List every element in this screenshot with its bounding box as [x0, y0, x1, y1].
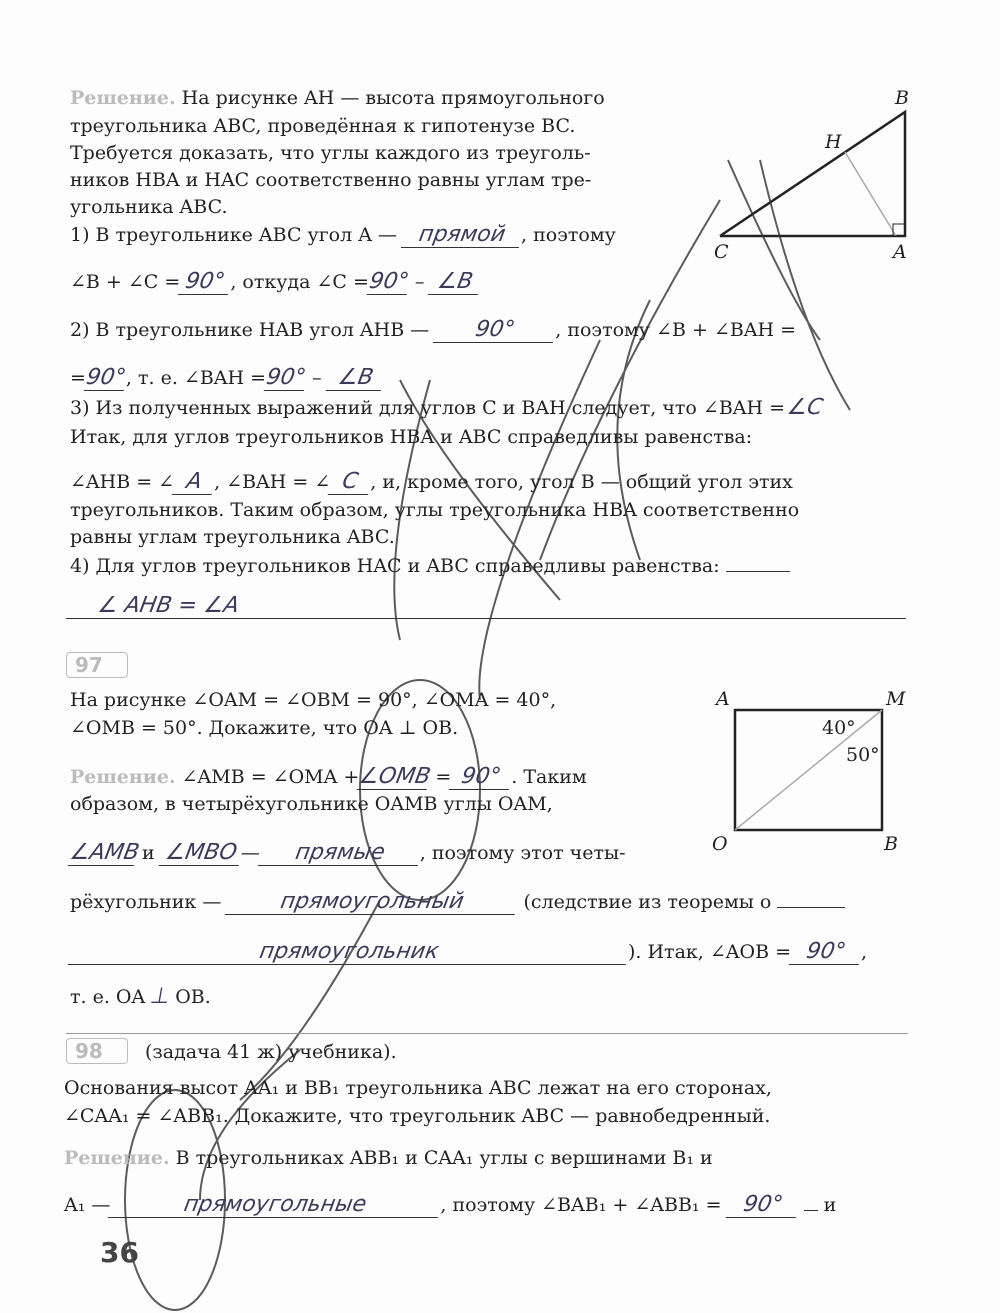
text: ∠AMB = ∠OMA +: [175, 766, 360, 788]
answer-field[interactable]: C: [328, 470, 372, 495]
text: OB.: [175, 986, 211, 1008]
text: ∠AHB = ∠: [70, 471, 175, 493]
text: 2) В треугольнике HAB угол AHB —: [70, 319, 430, 341]
text: , поэтому ∠BAB₁ + ∠ABB₁ =: [440, 1194, 722, 1216]
text: , поэтому ∠B + ∠BAH =: [555, 319, 797, 341]
text: ∠B + ∠C =: [70, 271, 181, 293]
vertex-label-b: B: [884, 833, 898, 855]
vertex-label-o: O: [712, 833, 728, 855]
solution-label: Решение.: [70, 766, 176, 788]
text: ∠OMB = 50°. Докажите, что OA ⊥ OB.: [70, 717, 459, 739]
text: т. е. OA: [70, 986, 146, 1008]
text: и: [823, 1194, 837, 1216]
answer-field[interactable]: ∠MBO: [159, 841, 243, 866]
text: образом, в четырёхугольнике OAMB углы OAM,: [70, 793, 553, 815]
text: ∠CAA₁ = ∠ABB₁. Докажите, что треугольник ABC — равнобедренный.: [64, 1105, 771, 1127]
answer-field[interactable]: 90°: [264, 365, 308, 390]
task-number: 97: [66, 652, 128, 678]
text: , поэтому: [521, 224, 616, 246]
answer-field[interactable]: прямой: [401, 223, 523, 248]
text: , поэтому этот четы-: [419, 842, 626, 864]
text: Итак, для углов треугольников HBA и ABC справедливы равенства:: [70, 426, 753, 448]
text: =: [429, 766, 452, 788]
text: рёхугольник —: [70, 891, 222, 913]
text: 4) Для углов треугольников HAC и ABC справедливы равенства:: [70, 555, 720, 577]
answer-field[interactable]: 90°: [433, 318, 557, 343]
answer-field[interactable]: 90°: [725, 1193, 799, 1218]
text: На рисунке ∠OAM = ∠OBM = 90°, ∠OMA = 40°,: [70, 689, 557, 711]
vertex-label-c: C: [714, 241, 729, 263]
text: треугольника ABC, проведённая к гипотенузе BC.: [70, 115, 576, 137]
text: A₁ —: [64, 1194, 111, 1216]
text: (следствие из теоремы о: [517, 891, 772, 913]
answer-field[interactable]: 90°: [449, 765, 513, 790]
answer-field[interactable]: ∠B: [325, 366, 384, 391]
answer-field[interactable]: ∠OMB: [357, 764, 433, 789]
vertex-label-b: B: [895, 87, 909, 109]
answer-field[interactable]: прямые: [258, 841, 422, 866]
answer-field[interactable]: 90°: [178, 270, 232, 295]
text: Требуется доказать, что углы каждого из треуголь-: [70, 142, 591, 164]
triangle-abc-figure: [720, 112, 905, 236]
text: , т. е. ∠BAH =: [125, 367, 267, 389]
answer-field[interactable]: A: [172, 470, 216, 495]
vertex-label-a: A: [716, 688, 730, 710]
answer-field[interactable]: ∠B: [428, 270, 482, 295]
text: равны углам треугольника ABC.: [70, 526, 395, 548]
divider: [66, 1033, 908, 1034]
text: В треугольниках ABB₁ и CAA₁ углы с вершинами B₁ и: [169, 1147, 713, 1169]
vertex-label-m: M: [886, 688, 906, 710]
text: =: [70, 367, 86, 389]
angle-label-40: 40°: [822, 717, 856, 739]
text: угольника ABC.: [70, 196, 228, 218]
text: . Таким: [511, 766, 587, 788]
answer-field[interactable]: 90°: [367, 269, 411, 294]
answer-field[interactable]: ∠C: [785, 395, 825, 420]
text: 3) Из полученных выражений для углов C и BAH следует, что ∠BAH =: [70, 397, 786, 419]
text: —: [240, 842, 260, 864]
answer-field[interactable]: ⊥: [148, 984, 173, 1009]
text: На рисунке AH — высота прямоугольного: [175, 87, 605, 109]
text: Основания высот AA₁ и BB₁ треугольника ABC лежат на его сторонах,: [64, 1077, 772, 1099]
text: и: [136, 842, 161, 864]
page-number: 36: [100, 1236, 139, 1269]
answer-field[interactable]: 90°: [84, 365, 128, 390]
text: ников HBA и HAC соответственно равны углам тре-: [70, 169, 592, 191]
text: , откуда ∠C =: [230, 271, 369, 293]
text: , и, кроме того, угол B — общий угол этих: [370, 471, 793, 493]
answer-field[interactable]: 90°: [789, 940, 863, 965]
text: (задача 41 ж) учебника).: [145, 1041, 397, 1063]
text: треугольников. Таким образом, углы треугольника HBA соответственно: [70, 499, 800, 521]
answer-field[interactable]: прямоугольные: [108, 1193, 442, 1218]
answer-field[interactable]: ∠ AHB = ∠A: [66, 594, 910, 619]
solution-label: Решение.: [70, 87, 176, 109]
rectangle-oamb-figure: [735, 710, 882, 830]
text: 1) В треугольнике ABC угол A —: [70, 224, 397, 246]
angle-label-50: 50°: [846, 744, 880, 766]
text: –: [306, 367, 328, 389]
answer-field[interactable]: прямоугольный: [225, 890, 519, 915]
text: , ∠BAH = ∠: [214, 471, 331, 493]
task-number: 98: [66, 1038, 128, 1064]
answer-field[interactable]: ∠AMB: [67, 840, 142, 865]
solution-label: Решение.: [64, 1147, 170, 1169]
text: –: [408, 271, 431, 293]
workbook-page: B H C A A M O B 40° 50° Решение. На рисунке AH — высота прямоугольного треугольника ABC, проведённая к гипотенузе BC. Требуется доказать, что углы каждого из треуголь- ников HBA и HAC соответственно равны углам тре- угольника ABC. 1) В треугольнике ABC угол A — прямой , поэтому ∠B + ∠C = 90° , откуда ∠C =90° – ∠B 2) В треугольнике HAB угол AHB — 90° , поэтому ∠B + ∠BAH = =90°, т. е. ∠BAH =90° – ∠B 3) Из полученных выражений для углов C и BAH следует, что ∠BAH =∠C Итак, для углов треугольников HBA и ABC справедливы равенства: ∠AHB = ∠ A , ∠BAH = ∠ C , и, кроме того, угол B — общий угол этих треугольников. Таким образом, углы треугольника HBA соответственно равны углам треугольника ABC. 4) Для углов треугольников HAC и ABC справедливы равенства: ∠ AHB = ∠A 97 На рисунке ∠OAM = ∠OBM = 90°, ∠OMA = 40°, ∠OMB = 50°. Докажите, что OA ⊥ OB. Решение. ∠AMB = ∠OMA +∠OMB = 90° . Таким образом, в четырёхугольнике OAMB углы OAM, ∠AMB и ∠MBO — прямые , поэтому этот четы- рёхугольник — прямоугольный (следствие из теоремы о прямоугольник ). Итак, ∠AOB = 90° , т. е. OA ⊥ OB. 98 (задача 41 ж) учебника). Основания высот AA₁ и BB₁ треугольника ABC лежат на его сторонах, ∠CAA₁ = ∠ABB₁. Докажите, что треугольник ABC — равнобедренный. Решение. В треугольниках ABB₁ и CAA₁ углы с вершинами B₁ и A₁ — прямоугольные , поэтому ∠BAB₁ + ∠ABB₁ = 90° и 36: [0, 0, 1000, 1313]
answer-field[interactable]: прямоугольник: [68, 940, 630, 965]
text: ). Итак, ∠AOB =: [628, 941, 791, 963]
vertex-label-a: A: [893, 241, 907, 263]
vertex-label-h: H: [825, 131, 842, 153]
